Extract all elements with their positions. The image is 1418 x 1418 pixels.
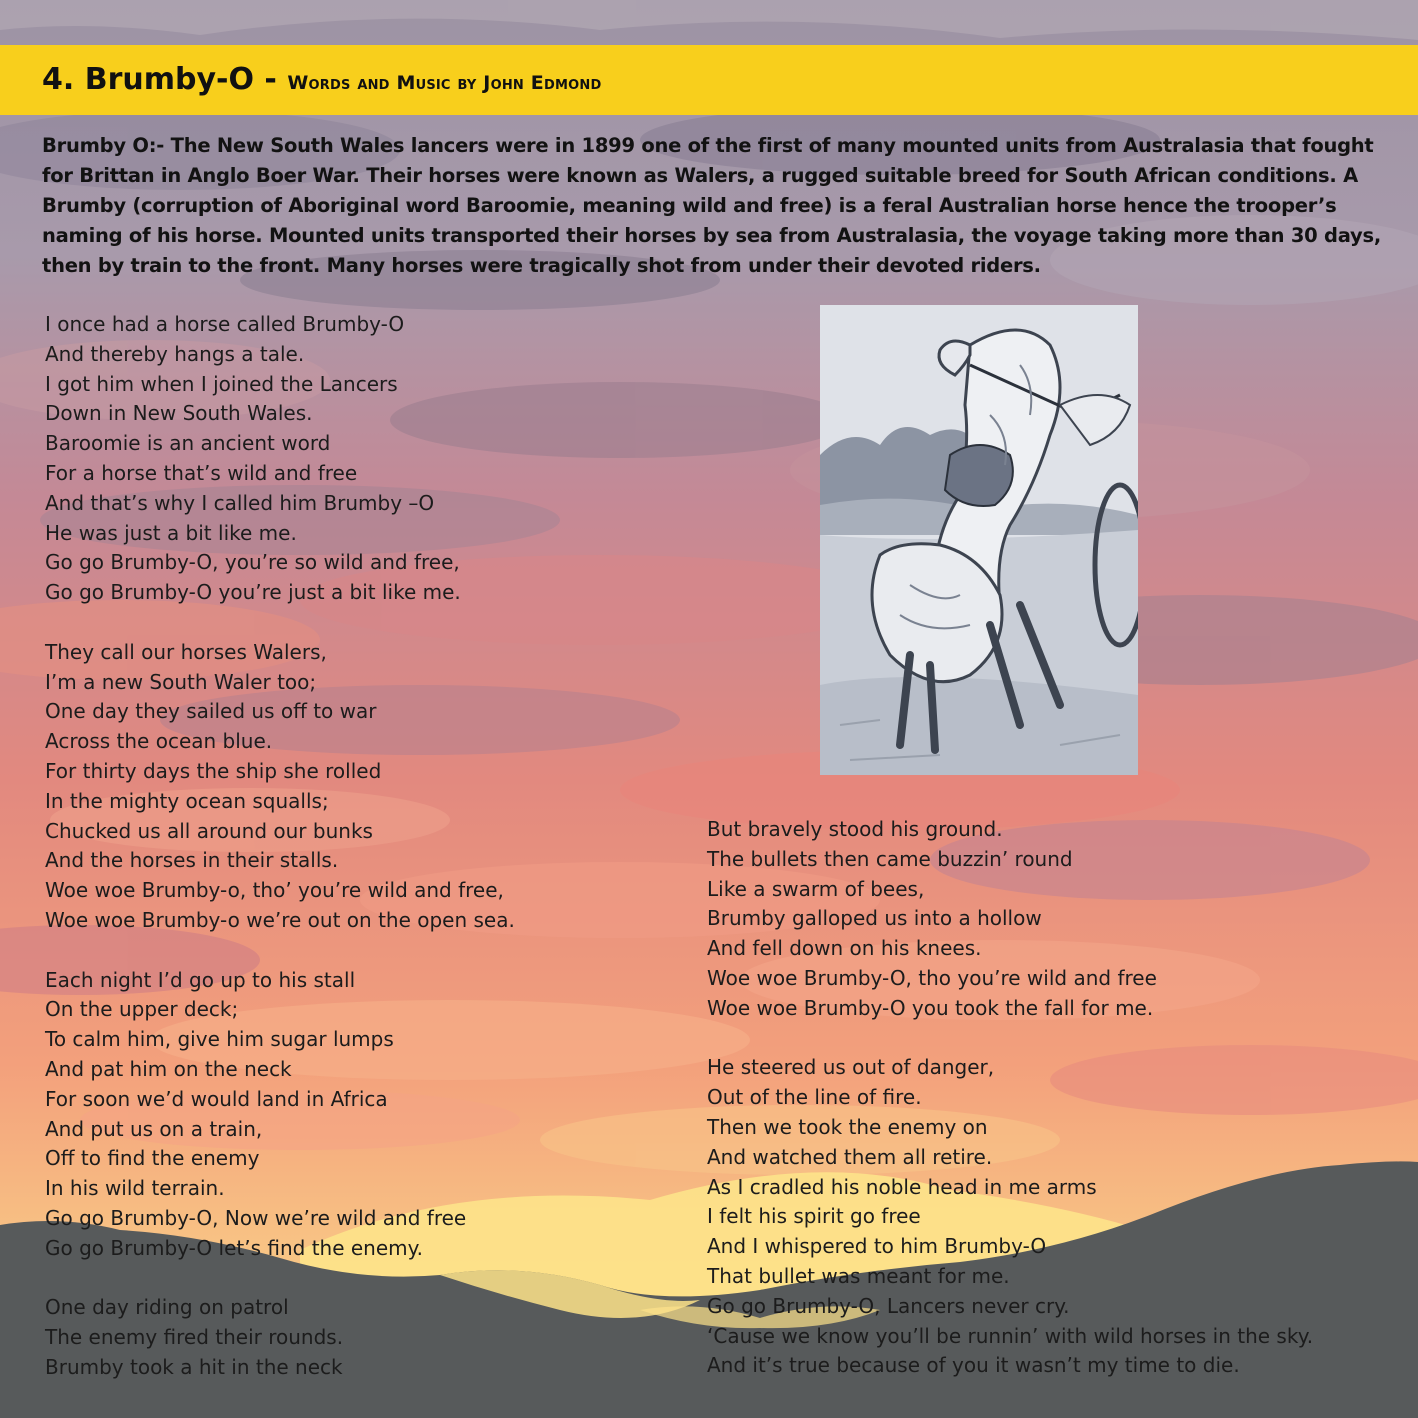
song-credits: Words and Music by John Edmond [287, 72, 602, 94]
lyric-line: Down in New South Wales. [45, 401, 313, 426]
lyric-line: I felt his spirit go free [707, 1204, 921, 1229]
stanza-6 [707, 1053, 1397, 1381]
page-title [42, 61, 601, 100]
stanza-2 [45, 638, 665, 936]
stanza-4 [45, 1293, 665, 1382]
lyric-line: The enemy fired their rounds. [45, 1325, 344, 1350]
lyric-line: On the upper deck; [45, 997, 239, 1022]
lyric-line: And put us on a train, [45, 1116, 263, 1141]
lyric-line: And thereby hangs a tale. [45, 341, 305, 366]
lyric-line: The bullets then came buzzin’ round [707, 846, 1073, 871]
chorus-line: Woe woe Brumby-O you took the fall for me. [707, 995, 1154, 1020]
lyric-line: I once had a horse called Brumby-O [45, 312, 405, 336]
lyric-line: Out of the line of fire. [707, 1085, 922, 1110]
chorus-line: Woe woe Brumby-O, tho you’re wild and free [707, 965, 1157, 990]
lyric-line: For thirty days the ship she rolled [45, 758, 382, 783]
horse-rider-illustration [820, 305, 1138, 775]
lyric-line: I got him when I joined the Lancers [45, 371, 398, 396]
lyrics-left-column [45, 310, 665, 1383]
lyric-line: And the horses in their stalls. [45, 848, 339, 873]
lyric-line: Brumby took a hit in the neck [45, 1354, 343, 1379]
header-bar [0, 45, 1418, 115]
lyric-line: I’m a new South Waler too; [45, 669, 317, 694]
lyric-line: Brumby galloped us into a hollow [707, 906, 1042, 931]
lyric-line: He steered us out of danger, [707, 1055, 995, 1080]
lyric-line: But bravely stood his ground. [707, 817, 1003, 841]
chorus-line: Go go Brumby-O you’re just a bit like me. [45, 580, 461, 605]
chorus-line: Go go Brumby-O, Lancers never cry. [707, 1293, 1070, 1318]
lyric-line: Across the ocean blue. [45, 729, 273, 754]
lyric-line: And that’s why I called him Brumby –O [45, 490, 435, 515]
lyric-line: Each night I’d go up to his stall [45, 967, 356, 992]
chorus-line: Go go Brumby-O let’s find the enemy. [45, 1235, 423, 1260]
lyric-line: Like a swarm of bees, [707, 876, 925, 901]
lyric-line: And watched them all retire. [707, 1144, 993, 1169]
lyric-line: Chucked us all around our bunks [45, 818, 373, 843]
stanza-5 [707, 815, 1397, 1024]
lyric-line: Off to find the enemy [45, 1146, 260, 1171]
lyric-line: And fell down on his knees. [707, 936, 982, 961]
lyric-line: One day riding on patrol [45, 1295, 289, 1320]
lyric-line: Then we took the enemy on [707, 1114, 988, 1139]
horse-rider-drawing [820, 305, 1138, 775]
lyric-line: In the mighty ocean squalls; [45, 788, 329, 813]
stanza-3 [45, 966, 665, 1264]
stanza-1 [45, 310, 665, 608]
lyrics-right-column [707, 815, 1397, 1381]
lyric-line: He was just a bit like me. [45, 520, 297, 545]
lyric-line: In his wild terrain. [45, 1176, 225, 1201]
chorus-line: Woe woe Brumby-o, tho’ you’re wild and free, [45, 878, 504, 903]
lyric-line: For a horse that’s wild and free [45, 460, 358, 485]
lyric-line: They call our horses Walers, [45, 639, 327, 664]
chorus-line: Go go Brumby-O, you’re so wild and free, [45, 550, 460, 575]
lyric-line: That bullet was meant for me. [707, 1263, 1010, 1288]
lyric-line: For soon we’d would land in Africa [45, 1086, 388, 1111]
chorus-line: Woe woe Brumby-o we’re out on the open sea. [45, 907, 515, 932]
lyric-line: Baroomie is an ancient word [45, 431, 331, 456]
song-title: 4. Brumby-O - [42, 62, 288, 97]
lyric-line: As I cradled his noble head in me arms [707, 1174, 1097, 1199]
chorus-line: Go go Brumby-O, Now we’re wild and free [45, 1205, 467, 1230]
lyric-line: To calm him, give him sugar lumps [45, 1027, 394, 1052]
lyric-line: And pat him on the neck [45, 1056, 292, 1081]
intro-paragraph: Brumby O:- The New South Wales lancers were in 1899 one of the first of many mounted units from Australasia that fought for Brittan in Anglo Boer War. Their horses were known as Walers, a rugged suitable breed for South African conditions. A Brumby (corruption of Aboriginal word Baroomie, meaning wild and free) is a feral Australian horse hence the trooper’s naming of his horse. Mounted units transported their horses by sea from Australasia, the voyage taking more than 30 days, then by train to the front. Many horses were tragically shot from under their devoted riders. [42, 134, 1381, 277]
lyric-line: And I whispered to him Brumby-O [707, 1234, 1047, 1259]
chorus-line: And it’s true because of you it wasn’t my time to die. [707, 1353, 1240, 1378]
lyric-line: One day they sailed us off to war [45, 699, 377, 724]
chorus-line: ‘Cause we know you’ll be runnin’ with wild horses in the sky. [707, 1323, 1314, 1348]
